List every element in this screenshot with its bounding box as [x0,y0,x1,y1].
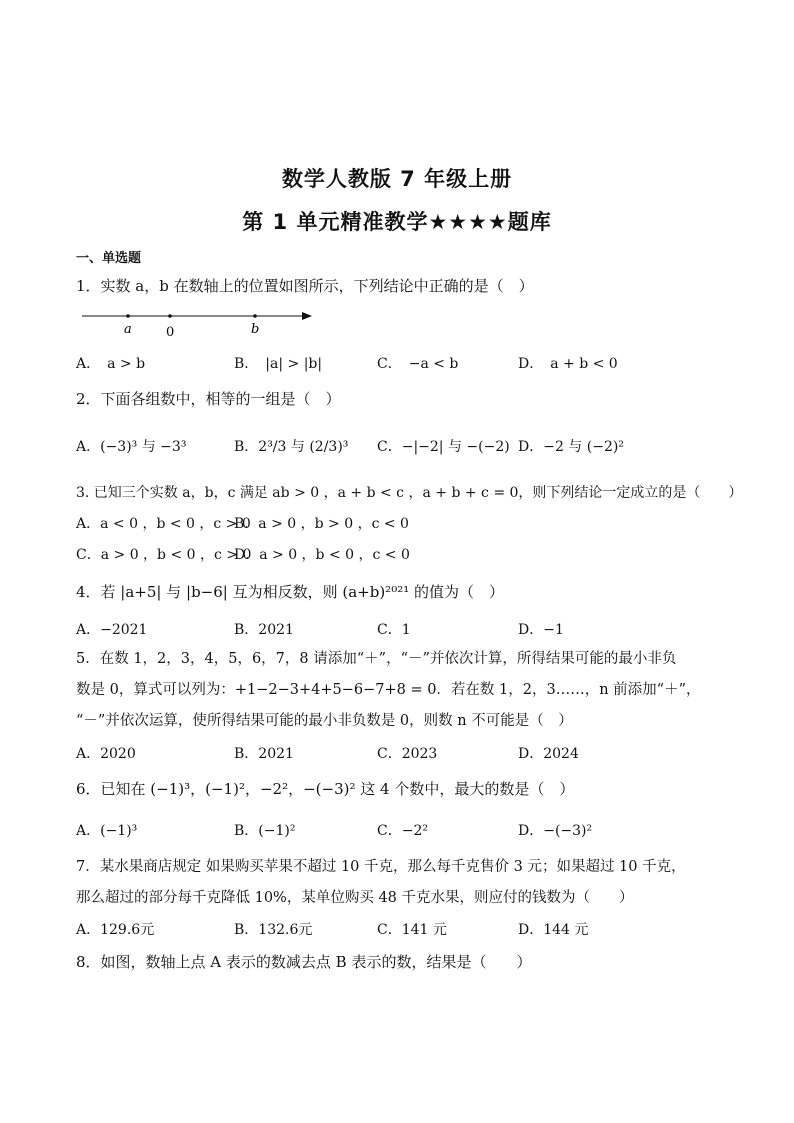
q4-option-b: B．2021 [234,622,294,638]
q4-option-c: C．1 [377,622,411,638]
q7-option-d: D．144 元 [518,922,589,938]
q2-option-d: D．−2 与 (−2)² [518,439,624,455]
document-subtitle: 第 1 单元精准教学★★★★题库 [242,210,552,234]
q5-option-d: D．2024 [518,746,579,762]
document-title: 数学人教版 7 年级上册 [281,167,513,191]
point-a [126,314,130,318]
q3-option-a: A．a < 0 ，b < 0 ，c > 0 [76,516,251,532]
question-8-stem: 8．如图，数轴上点 A 表示的数减去点 B 表示的数，结果是（ ） [76,953,532,971]
question-7-stem-line-2: 那么超过的部分每千克降低 10%，某单位购买 48 千克水果，则应付的钱数为（ ） [76,890,634,906]
point-b [253,314,257,318]
q2-option-b: B．2³/3 与 (2/3)³ [234,439,349,455]
question-5-stem-line-3: “－”并依次运算，使所得结果可能的最小非负数是 0，则数 n 不可能是（ ） [76,713,573,729]
q1-option-c: C． −a < b [377,356,459,372]
q6-option-b: B．(−1)² [234,823,296,839]
question-5-stem-line-2: 数是 0，算式可以列为：+1−2−3+4+5−6−7+8 = 0．若在数 1，2，3……，n 前添加“＋”， [76,682,701,698]
number-line-arrow [302,312,312,320]
label-b: b [251,322,260,337]
q3-option-b: B．a > 0 ，b > 0 ，c < 0 [234,516,409,532]
question-3-stem: 3. 已知三个实数 a，b，c 满足 ab > 0 ，a + b < c ，a + b + c = 0，则下列结论一定成立的是（ ） [76,485,743,501]
q6-option-a: A．(−1)³ [76,823,138,839]
q2-option-c: C．−|−2| 与 −(−2) [377,439,510,455]
section-heading: 一、单选题 [76,251,142,266]
label-a: a [124,322,132,337]
q3-option-c: C．a > 0 ，b < 0 ，c > 0 [76,547,252,563]
question-1-stem: 1．实数 a，b 在数轴上的位置如图所示，下列结论中正确的是（ ） [76,277,534,295]
question-6-stem: 6．已知在 (−1)³，(−1)²，−2²，−(−3)² 这 4 个数中，最大的数是（ ） [76,780,575,798]
question-5-stem-line-1: 5．在数 1，2，3，4，5，6，7，8 请添加“＋”，“－”并依次计算，所得结果可能的最小非负 [76,651,677,667]
label-zero: 0 [166,325,175,340]
q5-option-a: A．2020 [76,746,136,762]
q4-option-d: D．−1 [518,622,564,638]
q1-option-b: B． |a| > |b| [234,356,323,372]
q7-option-c: C．141 元 [377,922,447,938]
question-4-stem: 4．若 |a+5| 与 |b−6| 互为相反数，则 (a+b)²⁰²¹ 的值为（ ） [76,583,505,601]
number-line-diagram [80,305,320,341]
q2-option-a: A．(−3)³ 与 −3³ [76,439,187,455]
q7-option-b: B．132.6元 [234,922,313,938]
q5-option-c: C．2023 [377,746,438,762]
q6-option-d: D．−(−3)² [518,823,593,839]
q3-option-d: D．a > 0 ，b < 0 ，c < 0 [234,547,410,563]
question-7-stem-line-1: 7．某水果商店规定 如果购买苹果不超过 10 千克，那么每千克售价 3 元；如果超过 10 千克， [76,859,686,875]
q4-option-a: A．−2021 [76,622,148,638]
q1-option-d: D． a + b < 0 [518,356,618,372]
q6-option-c: C．−2² [377,823,428,839]
point-zero [168,314,172,318]
q5-option-b: B．2021 [234,746,294,762]
question-2-stem: 2．下面各组数中，相等的一组是（ ） [76,390,341,408]
q7-option-a: A．129.6元 [76,922,155,938]
q1-option-a: A． a > b [76,356,146,372]
